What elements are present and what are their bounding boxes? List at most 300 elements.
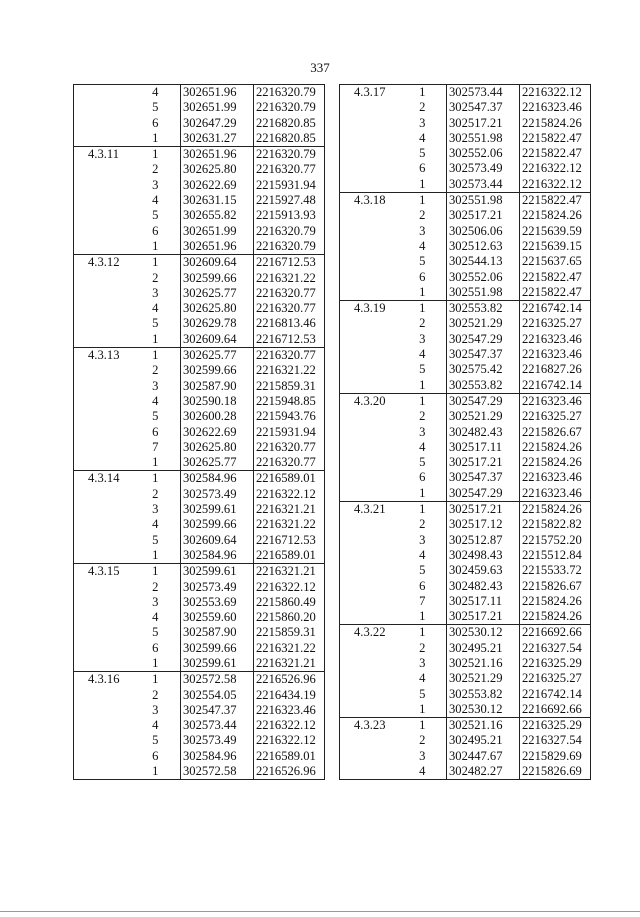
point-number: 4 [152,393,159,408]
section-label [340,270,399,285]
section-label [340,594,399,609]
y-coordinate: 2216434.19 [254,688,325,703]
table-row [340,440,591,455]
y-coordinate: 2216321.21 [254,502,325,517]
table-row [74,672,325,688]
point-number: 1 [131,348,181,364]
x-coordinate: 302495.21 [447,733,520,748]
y-coordinate: 2216322.12 [254,718,325,733]
x-coordinate: 302495.21 [447,641,520,656]
y-coordinate: 2215824.26 [520,116,591,131]
section-label [340,409,399,424]
table-row [74,409,325,424]
section-label [74,85,131,101]
table-row [340,285,591,301]
y-coordinate: 2216813.46 [254,316,325,331]
y-coordinate: 2215752.20 [520,533,591,548]
table-row [340,702,591,718]
table-row [340,116,591,131]
table-row [340,362,591,377]
table-row [74,162,325,177]
table-row [74,100,325,115]
table-row [74,502,325,517]
x-coordinate: 302517.21 [447,502,520,518]
x-coordinate: 302551.98 [447,131,520,146]
x-coordinate: 302655.82 [181,208,254,223]
point-number: 1 [131,147,181,163]
table-row [340,378,591,394]
table-row [340,239,591,254]
y-coordinate: 2216320.77 [254,301,325,316]
section-label [340,749,399,764]
y-coordinate: 2216323.46 [254,703,325,718]
x-coordinate: 302521.16 [447,718,520,734]
y-coordinate: 2216322.12 [254,487,325,502]
table-row [340,224,591,239]
x-coordinate: 302622.69 [181,178,254,193]
point-number: 1 [419,284,426,299]
x-coordinate: 302599.66 [181,271,254,286]
table-row [340,85,591,101]
point-number: 4 [419,130,426,145]
table-row [74,564,325,580]
section-label [74,224,131,239]
x-coordinate: 302506.06 [447,224,520,239]
section-label [74,749,131,764]
y-coordinate: 2215637.65 [520,254,591,269]
x-coordinate: 302551.98 [447,285,520,301]
y-coordinate: 2215931.94 [254,178,325,193]
y-coordinate: 2216589.01 [254,548,325,564]
y-coordinate: 2215824.26 [520,594,591,609]
x-coordinate: 302631.15 [181,193,254,208]
section-label [340,347,399,362]
table-row [74,332,325,348]
table-row [340,533,591,548]
x-coordinate: 302625.77 [181,455,254,471]
section-label: 4.3.11 [74,147,131,163]
point-number: 5 [152,100,159,115]
x-coordinate: 302625.77 [181,286,254,301]
point-number: 5 [152,409,159,424]
x-coordinate: 302651.99 [181,100,254,115]
point-number: 3 [152,285,159,300]
table-row [74,425,325,440]
table-row [340,425,591,440]
x-coordinate: 302651.96 [181,85,254,101]
point-number: 1 [131,764,181,780]
point-number: 6 [152,115,159,130]
y-coordinate: 2216712.53 [254,332,325,348]
section-label: 4.3.12 [74,255,131,271]
y-coordinate: 2216323.46 [520,332,591,347]
table-row [74,517,325,532]
y-coordinate: 2216320.79 [254,85,325,101]
y-coordinate: 2215826.67 [520,579,591,594]
y-coordinate: 2216323.46 [520,347,591,362]
point-number: 4 [419,547,426,562]
y-coordinate: 2216325.29 [520,656,591,671]
section-label [74,409,131,424]
x-coordinate: 302573.49 [181,487,254,502]
table-row [340,100,591,115]
x-coordinate: 302482.27 [447,764,520,780]
table-row [74,363,325,378]
table-row [74,178,325,193]
table-row [74,718,325,733]
y-coordinate: 2215826.69 [520,764,591,780]
point-number: 1 [152,547,159,562]
section-label [340,470,399,485]
y-coordinate: 2216320.79 [254,147,325,163]
section-label: 4.3.23 [340,718,399,734]
point-number: 5 [152,733,159,748]
table-row [74,656,325,672]
x-coordinate: 302559.60 [181,610,254,625]
x-coordinate: 302547.29 [447,486,520,502]
point-number: 4 [399,764,447,780]
table-row [74,733,325,748]
y-coordinate: 2215824.26 [520,440,591,455]
x-coordinate: 302459.63 [447,563,520,578]
point-number: 3 [152,594,159,609]
point-number: 4 [419,439,426,454]
x-coordinate: 302573.49 [181,733,254,748]
section-label [74,595,131,610]
x-coordinate: 302521.29 [447,671,520,686]
point-number: 1 [419,609,426,624]
x-coordinate: 302553.82 [447,687,520,702]
point-number: 3 [419,115,426,130]
x-coordinate: 302517.12 [447,517,520,532]
y-coordinate: 2216820.85 [254,131,325,147]
section-label [340,161,399,176]
y-coordinate: 2216325.27 [520,316,591,331]
point-number: 2 [419,100,426,115]
section-label [340,486,399,502]
table-row [340,641,591,656]
point-number: 1 [419,377,426,392]
section-label [74,533,131,548]
x-coordinate: 302622.69 [181,425,254,440]
section-label [74,116,131,131]
x-coordinate: 302482.43 [447,579,520,594]
table-row [340,131,591,146]
x-coordinate: 302517.21 [447,609,520,625]
x-coordinate: 302572.58 [181,764,254,780]
section-label [340,362,399,377]
x-coordinate: 302651.99 [181,224,254,239]
table-row [74,595,325,610]
y-coordinate: 2215931.94 [254,425,325,440]
x-coordinate: 302584.96 [181,471,254,487]
section-label [340,455,399,470]
section-label [74,394,131,409]
y-coordinate: 2215913.93 [254,208,325,223]
x-coordinate: 302552.06 [447,146,520,161]
section-label [74,316,131,331]
x-coordinate: 302547.29 [447,393,520,409]
x-coordinate: 302553.69 [181,595,254,610]
section-label [74,502,131,517]
point-number: 1 [152,130,159,145]
table-row [340,486,591,502]
table-row [340,301,591,317]
y-coordinate: 2216323.46 [520,486,591,502]
table-row [74,749,325,764]
section-label [74,625,131,640]
table-row [340,316,591,331]
y-coordinate: 2216322.12 [520,161,591,176]
table-row [74,440,325,455]
x-coordinate: 302625.80 [181,440,254,455]
section-label [74,688,131,703]
table-row [74,316,325,331]
section-label [74,733,131,748]
table-row [340,332,591,347]
y-coordinate: 2216692.66 [520,702,591,718]
point-number: 2 [152,486,159,501]
point-number: 6 [152,748,159,763]
section-label [74,580,131,595]
y-coordinate: 2216320.79 [254,100,325,115]
y-coordinate: 2216526.96 [254,672,325,688]
point-number: 3 [152,378,159,393]
x-coordinate: 302573.44 [181,718,254,733]
point-number: 3 [419,655,426,670]
y-coordinate: 2216320.77 [254,455,325,471]
point-number: 6 [419,578,426,593]
y-coordinate: 2215859.31 [254,379,325,394]
point-number: 4 [419,671,426,686]
section-label [340,656,399,671]
section-label [340,533,399,548]
y-coordinate: 2216589.01 [254,749,325,764]
section-label [340,579,399,594]
section-label: 4.3.16 [74,672,131,688]
table-row [340,208,591,223]
x-coordinate: 302447.67 [447,749,520,764]
point-number: 4 [419,347,426,362]
point-number: 6 [419,269,426,284]
y-coordinate: 2215824.26 [520,455,591,470]
point-number: 1 [399,625,447,641]
table-row [340,671,591,686]
table-row [340,270,591,285]
point-number: 1 [399,718,447,734]
x-coordinate: 302651.96 [181,147,254,163]
section-label: 4.3.17 [340,85,399,101]
y-coordinate: 2216322.12 [520,85,591,101]
point-number: 5 [152,532,159,547]
point-number: 1 [399,85,447,101]
section-label [74,332,131,348]
table-row [340,609,591,625]
section-label [74,379,131,394]
table-row [340,764,591,780]
y-coordinate: 2215822.47 [520,285,591,301]
point-number: 5 [152,625,159,640]
section-label [74,286,131,301]
section-label [340,177,399,193]
y-coordinate: 2216320.79 [254,224,325,239]
x-coordinate: 302609.64 [181,533,254,548]
point-number: 4 [419,238,426,253]
point-number: 3 [419,424,426,439]
table-row [74,348,325,364]
x-coordinate: 302590.18 [181,394,254,409]
section-label [340,687,399,702]
table-row [74,580,325,595]
y-coordinate: 2216712.53 [254,533,325,548]
x-coordinate: 302553.82 [447,378,520,394]
page-number: 337 [310,60,330,75]
point-number: 3 [152,502,159,517]
point-number: 7 [152,439,159,454]
y-coordinate: 2216320.77 [254,348,325,364]
table-row [74,641,325,656]
x-coordinate: 302599.61 [181,656,254,672]
point-number: 3 [152,177,159,192]
section-label [74,610,131,625]
x-coordinate: 302544.13 [447,254,520,269]
point-number: 2 [152,579,159,594]
y-coordinate: 2216321.22 [254,641,325,656]
section-label [74,703,131,718]
y-coordinate: 2216325.29 [520,718,591,734]
section-label [74,131,131,147]
x-coordinate: 302512.63 [447,239,520,254]
y-coordinate: 2215829.69 [520,749,591,764]
point-number: 4 [152,301,159,316]
x-coordinate: 302573.44 [447,177,520,193]
x-coordinate: 302587.90 [181,379,254,394]
x-coordinate: 302572.58 [181,672,254,688]
point-number: 5 [419,362,426,377]
point-number: 1 [152,455,159,470]
table-row [74,85,325,101]
y-coordinate: 2215822.82 [520,517,591,532]
section-label [340,440,399,455]
table-row [340,254,591,269]
x-coordinate: 302609.64 [181,255,254,271]
y-coordinate: 2215639.15 [520,239,591,254]
table-row [340,161,591,176]
y-coordinate: 2216323.46 [520,100,591,115]
y-coordinate: 2216827.26 [520,362,591,377]
x-coordinate: 302530.12 [447,702,520,718]
section-label [340,224,399,239]
section-label [340,239,399,254]
y-coordinate: 2216327.54 [520,733,591,748]
section-label [74,100,131,115]
section-label [340,116,399,131]
y-coordinate: 2216327.54 [520,641,591,656]
point-number: 3 [419,331,426,346]
point-number: 3 [419,748,426,763]
section-label [74,208,131,223]
x-coordinate: 302584.96 [181,749,254,764]
point-number: 5 [152,208,159,223]
x-coordinate: 302521.16 [447,656,520,671]
point-number: 6 [419,161,426,176]
table-row [74,147,325,163]
y-coordinate: 2215824.26 [520,208,591,223]
y-coordinate: 2216323.46 [520,470,591,485]
y-coordinate: 2216712.53 [254,255,325,271]
x-coordinate: 302547.29 [447,332,520,347]
y-coordinate: 2216742.14 [520,301,591,317]
section-label [74,641,131,656]
y-coordinate: 2216321.22 [254,517,325,532]
point-number: 2 [419,733,426,748]
y-coordinate: 2216320.77 [254,440,325,455]
point-number: 1 [419,176,426,191]
x-coordinate: 302547.37 [447,470,520,485]
table-row [74,455,325,471]
point-number: 6 [152,424,159,439]
x-coordinate: 302599.66 [181,641,254,656]
table-row [340,455,591,470]
section-label: 4.3.14 [74,471,131,487]
section-label [340,548,399,563]
x-coordinate: 302517.21 [447,208,520,223]
table-row [74,131,325,147]
point-number: 4 [152,718,159,733]
section-label [74,301,131,316]
y-coordinate: 2216526.96 [254,764,325,780]
section-label [74,425,131,440]
section-label [74,271,131,286]
section-label: 4.3.15 [74,564,131,580]
x-coordinate: 302521.29 [447,409,520,424]
point-number: 1 [131,564,181,580]
y-coordinate: 2215533.72 [520,563,591,578]
y-coordinate: 2215822.47 [520,146,591,161]
section-label [74,162,131,177]
x-coordinate: 302553.82 [447,301,520,317]
table-row [340,502,591,518]
y-coordinate: 2215948.85 [254,394,325,409]
table-row [340,656,591,671]
page-bottom-rule [0,911,640,912]
y-coordinate: 2216321.22 [254,363,325,378]
section-label [340,208,399,223]
y-coordinate: 2215822.47 [520,193,591,209]
section-label: 4.3.19 [340,301,399,317]
point-number: 1 [131,255,181,271]
x-coordinate: 302625.80 [181,301,254,316]
point-number: 2 [152,270,159,285]
table-row [74,224,325,239]
x-coordinate: 302631.27 [181,131,254,147]
x-coordinate: 302547.37 [447,347,520,362]
x-coordinate: 302547.37 [181,703,254,718]
y-coordinate: 2215943.76 [254,409,325,424]
point-number: 5 [419,146,426,161]
section-label: 4.3.22 [340,625,399,641]
point-number: 4 [152,193,159,208]
x-coordinate: 302600.28 [181,409,254,424]
x-coordinate: 302517.11 [447,594,520,609]
y-coordinate: 2216322.12 [254,733,325,748]
x-coordinate: 302647.29 [181,116,254,131]
point-number: 1 [399,502,447,518]
x-coordinate: 302599.61 [181,564,254,580]
section-label [340,146,399,161]
table-row [74,301,325,316]
x-coordinate: 302625.80 [181,162,254,177]
